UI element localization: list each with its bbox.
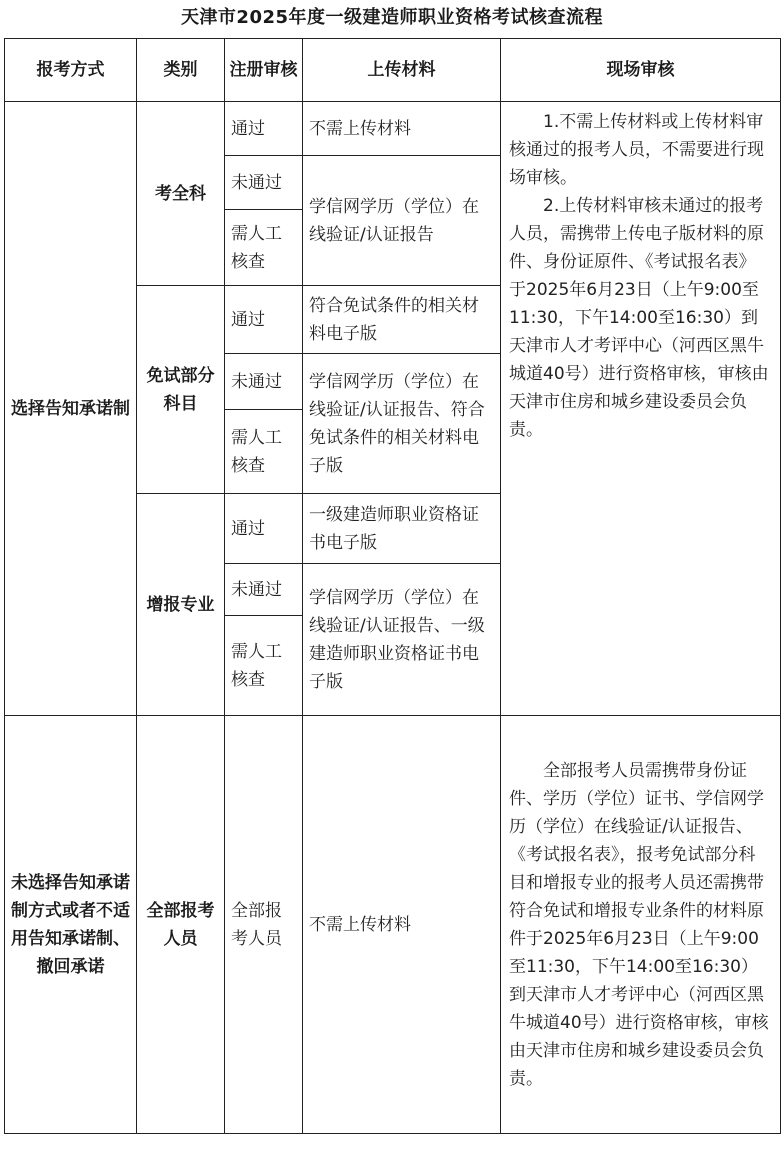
header-row <box>5 39 781 102</box>
method-non-commitment: 未选择告知承诺制方式或者不适用告知承诺制、撤回承诺 <box>5 716 137 1134</box>
category-all-applicants: 全部报考人员 <box>137 716 225 1134</box>
reg-status: 通过 <box>225 494 303 564</box>
category-full-subjects: 考全科 <box>137 102 225 286</box>
onsite-review-commitment <box>501 102 781 716</box>
upload-material: 学信网学历（学位）在线验证/认证报告 <box>303 156 501 286</box>
reg-status: 需人工核查 <box>225 410 303 494</box>
category-partial-exemption: 免试部分科目 <box>137 286 225 494</box>
upload-material: 符合免试条件的相关材料电子版 <box>303 286 501 354</box>
upload-material: 学信网学历（学位）在线验证/认证报告、符合免试条件的相关材料电子版 <box>303 354 501 494</box>
upload-material: 一级建造师职业资格证书电子版 <box>303 494 501 564</box>
table-row <box>5 716 781 1134</box>
review-process-table <box>4 38 781 1134</box>
category-additional-specialty: 增报专业 <box>137 494 225 716</box>
header-registration-review: 注册审核 <box>225 39 303 102</box>
upload-material: 不需上传材料 <box>303 102 501 156</box>
reg-status: 需人工核查 <box>225 210 303 286</box>
reg-status: 需人工核查 <box>225 616 303 716</box>
upload-material: 学信网学历（学位）在线验证/认证报告、一级建造师职业资格证书电子版 <box>303 564 501 716</box>
header-category: 类别 <box>137 39 225 102</box>
header-method: 报考方式 <box>5 39 137 102</box>
document-title: 天津市2025年度一级建造师职业资格考试核查流程 <box>180 7 604 28</box>
onsite-note-all: 全部报考人员需携带身份证件、学历（学位）证书、学信网学历（学位）在线验证/认证报告、《考试报名表》，报考免试部分科目和增报专业的报考人员还需携带符合免试和增报专业条件的材料原件于2025年6月23日（上午9:00至11:30，下午14:00至16:30）到天津市人才考评中心（河西区黑牛城道40号）进行资格审核，审核由天津市住房和城乡建设委员会负责。 <box>509 760 769 1089</box>
upload-material: 不需上传材料 <box>303 716 501 1134</box>
reg-status: 未通过 <box>225 564 303 616</box>
reg-status: 未通过 <box>225 354 303 410</box>
method-commitment: 选择告知承诺制 <box>5 102 137 716</box>
onsite-review-non-commitment <box>501 716 781 1134</box>
header-upload-materials: 上传材料 <box>303 39 501 102</box>
header-onsite-review: 现场审核 <box>501 39 781 102</box>
reg-status: 通过 <box>225 286 303 354</box>
onsite-note-1: 1.不需上传材料或上传材料审核通过的报考人员，不需要进行现场审核。 <box>509 112 764 188</box>
onsite-note-2: 2.上传材料审核未通过的报考人员，需携带上传电子版材料的原件、身份证原件、《考试报名表》于2025年6月23日（上午9:00至11:30，下午14:00至16:30）到天津市人才考评中心（河西区黑牛城道40号）进行资格审核，审核由天津市住房和城乡建设委员会负责。 <box>509 196 769 440</box>
reg-status: 全部报考人员 <box>225 716 303 1134</box>
reg-status: 未通过 <box>225 156 303 210</box>
reg-status: 通过 <box>225 102 303 156</box>
table-row <box>5 102 781 156</box>
